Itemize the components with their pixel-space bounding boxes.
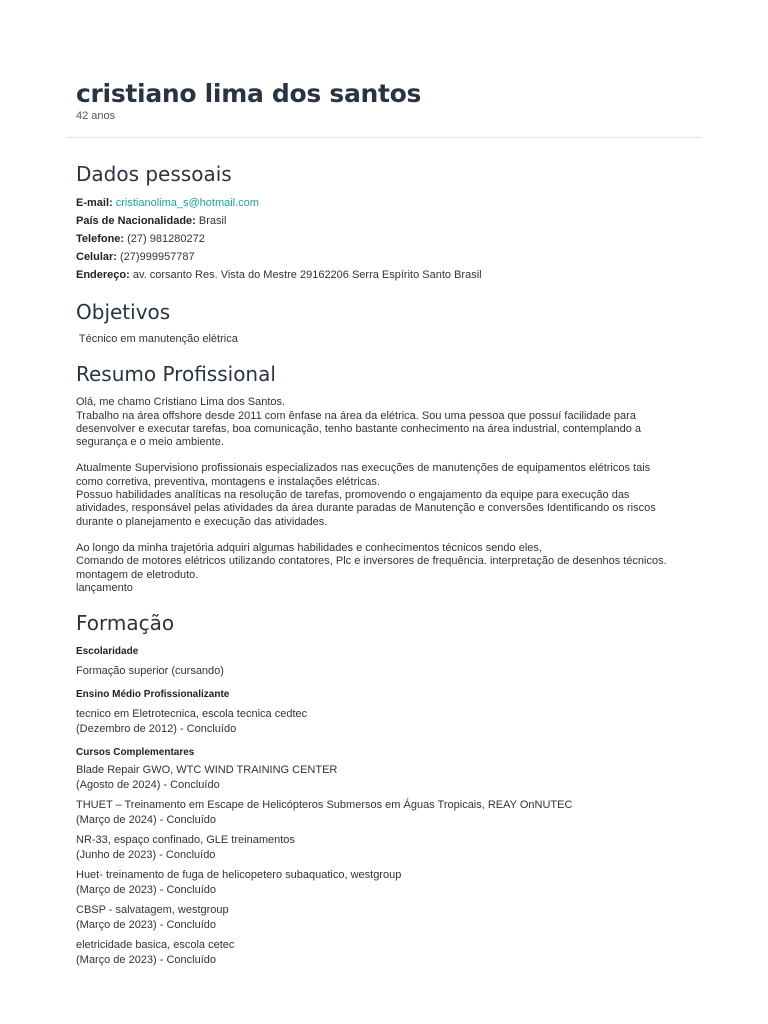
curso-title: Huet- treinamento de fuga de helicopetero subaquatico, westgroup — [76, 868, 402, 881]
candidate-age: 42 anos — [76, 110, 116, 122]
celular-value: (27)999957787 — [120, 251, 195, 263]
header-divider — [66, 137, 702, 138]
section-title-dados: Dados pessoais — [76, 162, 232, 186]
telefone-label: Telefone: — [76, 233, 125, 245]
section-title-objetivos: Objetivos — [76, 300, 171, 324]
nacionalidade-value: Brasil — [198, 215, 227, 227]
resumo-paragraph-3: Ao longo da minha trajetória adquiri algumas habilidades e conhecimentos técnicos sendo eles, Comando de motores elétricos utilizando contatores, Plc e inversores de frequência. interpretação de desenhos técnicos. montagem de eletroduto. lançamento — [76, 541, 667, 594]
curso-item — [76, 798, 696, 829]
endereco-value: av. corsanto Res. Vista do Mestre 29162206 Serra Espírito Santo Brasil — [132, 269, 482, 281]
curso-item — [76, 868, 696, 899]
email-label: E-mail: — [76, 197, 113, 209]
cursos-label: Cursos Complementares — [76, 746, 195, 758]
nacionalidade-row — [76, 212, 696, 230]
objetivo-text: Técnico em manutenção elétrica — [76, 333, 238, 345]
curso-date: (Agosto de 2024) - Concluído — [76, 779, 220, 792]
ensino-date: (Dezembro de 2012) - Concluído — [76, 723, 237, 736]
ensino-label: Ensino Médio Profissionalizante — [76, 688, 230, 700]
section-dados-pessoais — [76, 160, 696, 284]
curso-date: (Março de 2023) - Concluído — [76, 884, 217, 897]
curso-item — [76, 833, 696, 864]
cursos-list — [76, 763, 696, 969]
section-objetivos — [76, 298, 696, 346]
curso-title: NR-33, espaço confinado, GLE treinamentos — [76, 833, 295, 846]
curso-title: CBSP - salvatagem, westgroup — [76, 903, 229, 916]
resumo-paragraph-1: Olá, me chamo Cristiano Lima dos Santos. Trabalho na área offshore desde 2011 com ênfase na área da elétrica. Sou uma pessoa que possuí facilidade para desenvolver e executar tarefas, boa comunicação, tenho bastante conhecimento na área industrial, contemplando a segurança e o meio ambiente. — [76, 396, 642, 449]
celular-row — [76, 248, 696, 266]
curso-date: (Março de 2024) - Concluído — [76, 814, 217, 827]
endereco-label: Endereço: — [76, 269, 130, 281]
section-formacao — [76, 609, 696, 969]
telefone-row — [76, 230, 696, 248]
nacionalidade-label: País de Nacionalidade: — [76, 215, 196, 227]
celular-label: Celular: — [76, 251, 117, 263]
curso-date: (Junho de 2023) - Concluído — [76, 849, 216, 862]
curso-item — [76, 903, 696, 934]
resume-header — [76, 78, 702, 124]
curso-title: eletricidade basica, escola cetec — [76, 938, 235, 951]
curso-title: THUET – Treinamento em Escape de Helicópteros Submersos em Águas Tropicais, REAY OnNUTEC — [76, 798, 573, 811]
escolaridade-label: Escolaridade — [76, 646, 139, 658]
candidate-name: cristiano lima dos santos — [76, 79, 422, 108]
curso-item — [76, 938, 696, 969]
endereco-row — [76, 266, 696, 284]
curso-date: (Março de 2023) - Concluído — [76, 919, 217, 932]
email-link[interactable]: cristianolima_s@hotmail.com — [115, 197, 259, 209]
section-title-resumo: Resumo Profissional — [76, 362, 276, 387]
curso-date: (Março de 2023) - Concluído — [76, 954, 217, 967]
resume-content — [76, 160, 696, 969]
section-resumo — [76, 360, 696, 595]
section-title-formacao: Formação — [76, 611, 175, 636]
escolaridade-value: Formação superior (cursando) — [76, 665, 224, 678]
telefone-value: (27) 981280272 — [127, 233, 205, 245]
email-row — [76, 194, 696, 212]
ensino-course: tecnico em Eletrotecnica, escola tecnica cedtec — [76, 707, 308, 720]
curso-item — [76, 763, 696, 794]
curso-title: Blade Repair GWO, WTC WIND TRAINING CENTER — [76, 763, 338, 776]
resumo-paragraph-2: Atualmente Supervisiono profissionais especializados nas execuções de manutenções de equipamentos elétricos tais como corretiva, preventiva, montagens e instalações elétricas. Possuo habilidades analíticas na resolução de tarefas, promovendo o engajamento da equipe para execução das atividades, responsável pelas atividades da área durante paradas de Manutenção e conversões Identificando os riscos durante o planejamento e execução das atividades. — [76, 462, 656, 528]
